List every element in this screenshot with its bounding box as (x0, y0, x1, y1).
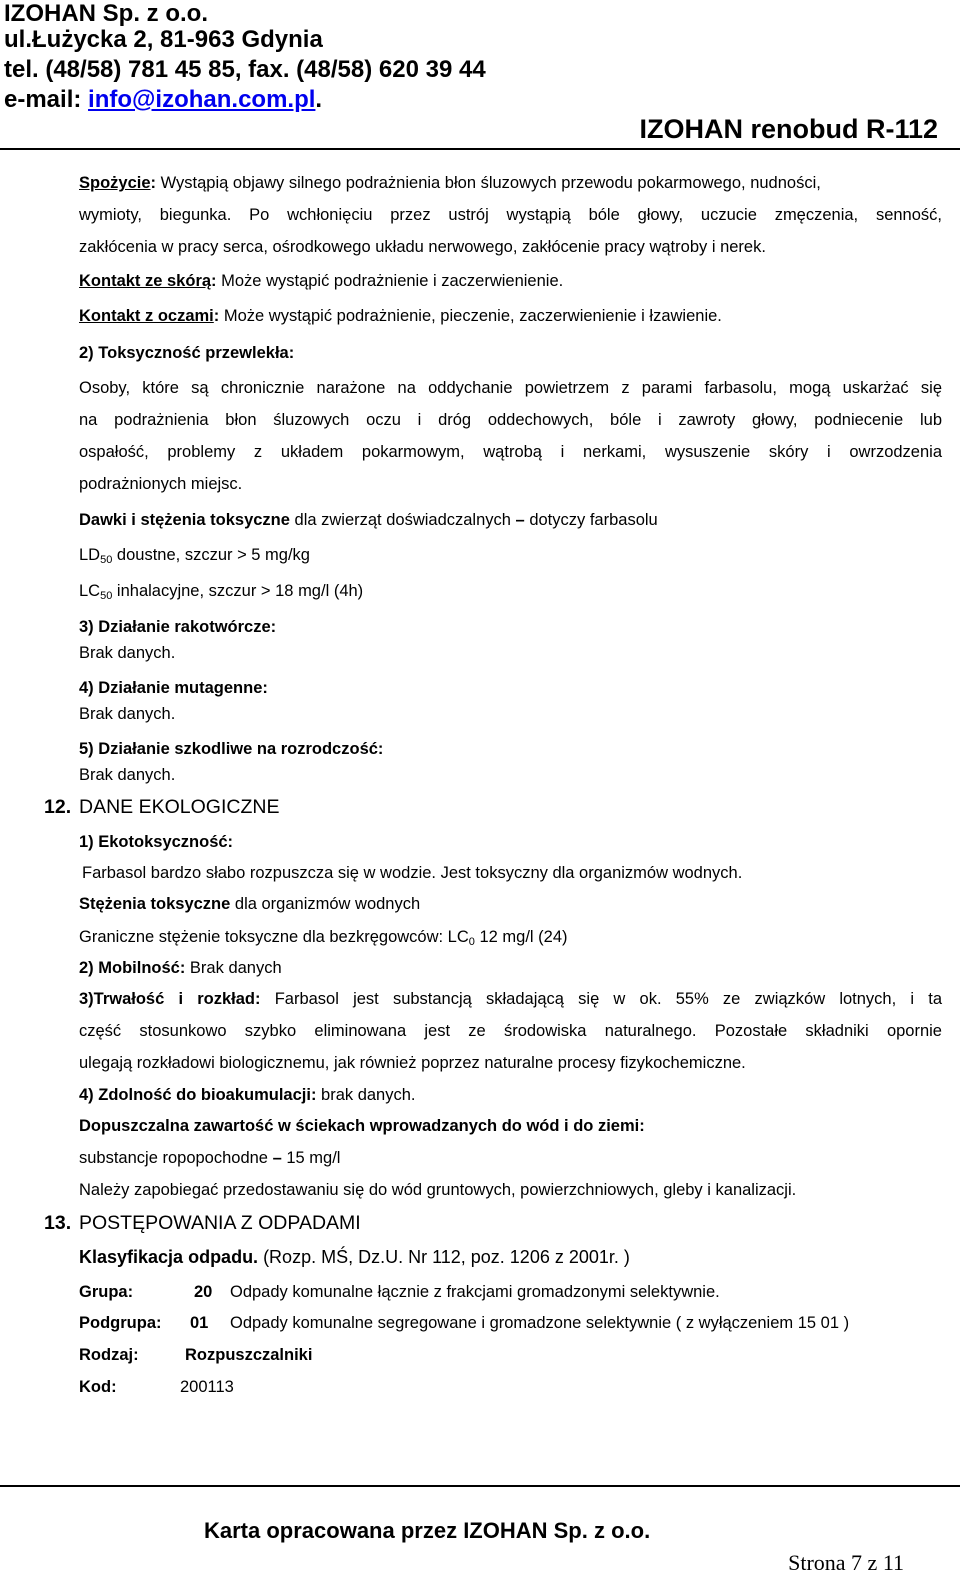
toxic-conc-text: dla organizmów wodnych (230, 895, 421, 913)
group-code: 20 (194, 1283, 213, 1301)
company-address: ul.Łużycka 2, 81-963 Gdynia (4, 26, 323, 53)
reproductive-title: 5) Działanie szkodliwe na rozrodczość: (79, 740, 384, 758)
subgroup-text: Odpady komunalne segregowane i gromadzone selektywnie ( z wyłączeniem 15 01 ) (230, 1314, 850, 1332)
company-email-line (4, 86, 322, 114)
reproductive-text: Brak danych. (79, 766, 176, 784)
mobility-label: 2) Mobilność: (79, 959, 186, 977)
product-name: IZOHAN renobud R-112 (639, 114, 938, 144)
skin-contact (79, 271, 563, 291)
eye-contact-label: Kontakt z oczami (79, 307, 214, 325)
mutagenic-text: Brak danych. (79, 705, 176, 723)
ecotoxicity-text: Farbasol bardzo słabo rozpuszcza się w wodzie. Jest toksyczny dla organizmów wodnych. (82, 864, 743, 882)
lc-prefix: LC (79, 582, 101, 600)
colon: : (150, 174, 157, 192)
petroleum-tail: 15 mg/l (281, 1149, 341, 1167)
ld50-line (79, 545, 310, 570)
persistence-line-2: część stosunkowo szybko eliminowana jest ze środowiska naturalnego. Pozostałe składniki opornie (79, 1022, 942, 1040)
section-12-title: DANE EKOLOGICZNE (79, 796, 280, 818)
page-number: Strona 7 z 11 (788, 1550, 904, 1575)
group-text: Odpady komunalne łącznie z frakcjami gromadzonymi selektywnie. (230, 1283, 720, 1301)
code-text: 200113 (180, 1378, 234, 1396)
classification-line (79, 1247, 630, 1267)
email-tail: . (315, 86, 323, 113)
toxic-doses-tail: dotyczy farbasolu (524, 511, 658, 529)
ingestion-line-3: zakłócenia w pracy serca, ośrodkowego układu nerwowego, zakłócenie pracy wątroby i nerek. (79, 238, 766, 256)
toxic-conc-label: Stężenia toksyczne (79, 895, 231, 913)
company-name: IZOHAN Sp. z o.o. (4, 0, 208, 27)
dash: – (515, 511, 525, 529)
footer-prepared-by: Karta opracowana przez IZOHAN Sp. z o.o. (204, 1518, 651, 1543)
eye-contact (79, 306, 722, 326)
lc-text: inhalacyjne, szczur > 18 mg/l (4h) (112, 582, 364, 600)
email-link[interactable]: info@izohan.com.pl (88, 86, 316, 113)
classification-text: (Rozp. MŚ, Dz.U. Nr 112, poz. 1206 z 2001r. ) (258, 1247, 630, 1267)
persistence-text-1: Farbasol jest substancją składającą się w ok. 55% ze związków lotnych, i ta (260, 990, 942, 1008)
chronic-tox-line-1: Osoby, które są chronicznie narażone na oddychanie powietrzem z parami farbasolu, mogą uskarżać się (79, 379, 942, 397)
type-text: Rozpuszczalniki (185, 1346, 313, 1364)
persistence-line-3: ulegają rozkładowi biologicznemu, jak również poprzez naturalne procesy fizykochemiczne. (79, 1054, 746, 1072)
mutagenic-title: 4) Działanie mutagenne: (79, 679, 268, 697)
skin-contact-label: Kontakt ze skórą (79, 272, 212, 290)
company-phones: tel. (48/58) 781 45 85, fax. (48/58) 620 39 44 (4, 56, 486, 83)
toxic-doses-line (79, 510, 658, 530)
subgroup-code: 01 (190, 1314, 209, 1332)
colon: : (213, 307, 220, 325)
toxic-doses-label: Dawki i stężenia toksyczne (79, 511, 290, 529)
classification-label: Klasyfikacja odpadu. (79, 1247, 259, 1267)
threshold-subscript: 0 (468, 936, 475, 948)
eye-contact-text: Może wystąpić podrażnienie, pieczenie, zaczerwienienie i łzawienie. (219, 307, 722, 325)
email-label: e-mail: (4, 86, 89, 113)
mobility-text: Brak danych (185, 959, 282, 977)
bioaccumulation-line (79, 1085, 416, 1105)
section-13-number: 13. (44, 1212, 72, 1234)
section-12-number: 12. (44, 796, 72, 818)
colon: : (211, 272, 217, 290)
permissible-title: Dopuszczalna zawartość w ściekach wprowadzanych do wód i do ziemi: (79, 1117, 645, 1135)
mobility-line (79, 958, 282, 978)
chronic-toxicity-title: 2) Toksyczność przewlekła: (79, 344, 295, 362)
threshold-tail: 12 mg/l (24) (474, 928, 568, 946)
ecotoxicity-title: 1) Ekotoksyczność: (79, 833, 234, 851)
header-rule (0, 148, 960, 150)
subgroup-label: Podgrupa: (79, 1314, 162, 1332)
petroleum-text: substancje ropopochodne (79, 1149, 273, 1167)
ingestion-line-2: wymioty, biegunka. Po wchłonięciu przez ustrój wystąpią bóle głowy, uczucie zmęczenia, senność, (79, 206, 942, 224)
petroleum-line (79, 1148, 340, 1168)
carcinogenic-text: Brak danych. (79, 644, 176, 662)
bioaccumulation-text: brak danych. (316, 1086, 416, 1104)
chronic-tox-line-3: ospałość, problemy z układem pokarmowym, wątrobą i nerkami, wysuszenie skóry i owrzodzenia (79, 443, 942, 461)
code-label: Kod: (79, 1378, 117, 1396)
carcinogenic-title: 3) Działanie rakotwórcze: (79, 618, 277, 636)
threshold-text: Graniczne stężenie toksyczne dla bezkręgowców: LC (79, 928, 469, 946)
ingestion-text-1: Wystąpią objawy silnego podrażnienia błon śluzowych przewodu pokarmowego, nudności, (156, 174, 821, 192)
lc50-line (79, 581, 363, 606)
footer-rule (0, 1485, 960, 1487)
ingestion-line-1 (79, 173, 821, 193)
bioaccumulation-label: 4) Zdolność do bioakumulacji: (79, 1086, 317, 1104)
prevention-line: Należy zapobiegać przedostawaniu się do wód gruntowych, powierzchniowych, gleby i kanalizacji. (79, 1181, 797, 1199)
toxic-conc-line (79, 894, 420, 914)
toxic-doses-text: dla zwierząt doświadczalnych (289, 511, 516, 529)
ld-subscript: 50 (100, 554, 113, 566)
ld-prefix: LD (79, 546, 101, 564)
type-label: Rodzaj: (79, 1346, 139, 1364)
persistence-line-1 (79, 989, 942, 1009)
chronic-tox-line-4: podrażnionych miejsc. (79, 475, 243, 493)
lc-subscript: 50 (100, 590, 113, 602)
ingestion-label: Spożycie (79, 174, 151, 192)
persistence-label: 3)Trwałość i rozkład: (79, 990, 261, 1008)
dash: – (272, 1149, 282, 1167)
ld-text: doustne, szczur > 5 mg/kg (112, 546, 310, 564)
section-13-title: POSTĘPOWANIA Z ODPADAMI (79, 1212, 361, 1234)
group-label: Grupa: (79, 1283, 134, 1301)
chronic-tox-line-2: na podrażnienia błon śluzowych oczu i dróg oddechowych, bóle i zawroty głowy, podniecenie lub (79, 411, 942, 429)
threshold-line (79, 927, 568, 952)
skin-contact-text: Może wystąpić podrażnienie i zaczerwienienie. (216, 272, 564, 290)
